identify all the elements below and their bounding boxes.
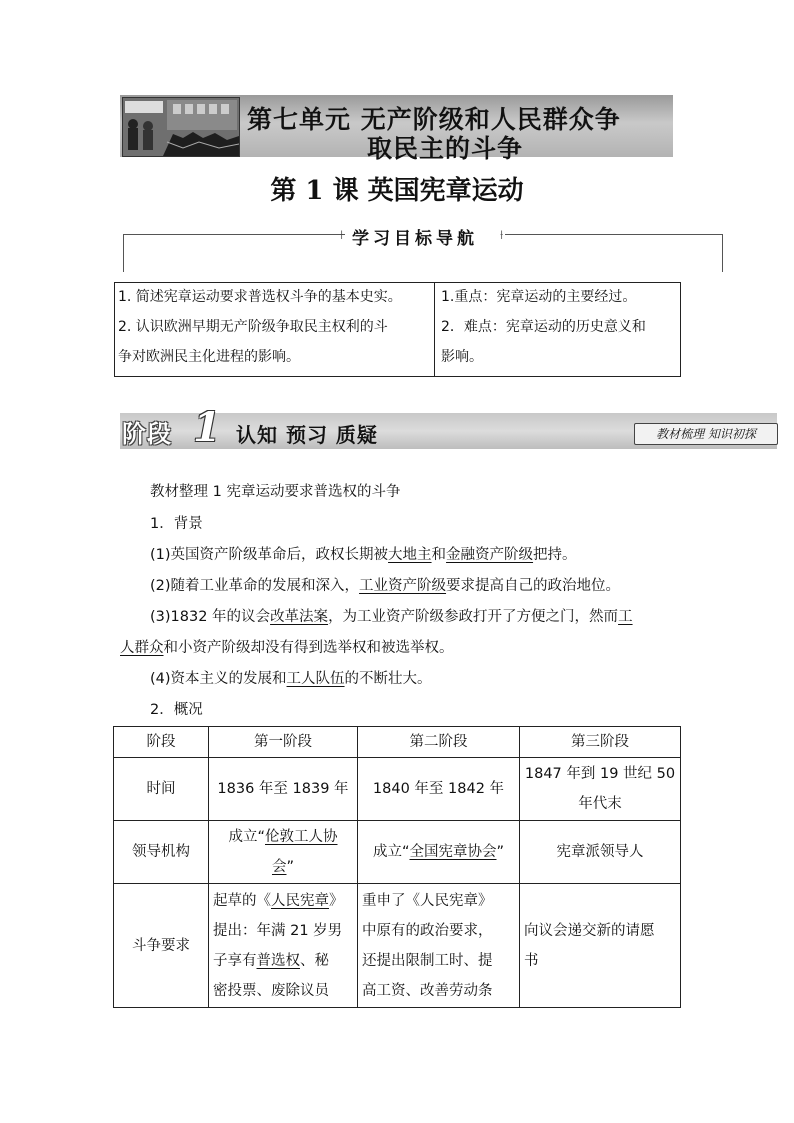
objectives-divider	[434, 282, 435, 377]
table-cell: 宪章派领导人	[520, 821, 681, 884]
table-cell: 1836 年至 1839 年	[209, 758, 358, 821]
row-label: 斗争要求	[114, 884, 209, 1008]
objectives-frame-line	[505, 234, 723, 235]
table-header: 第三阶段	[520, 727, 681, 758]
table-cell: 成立“全国宪章协会”	[358, 821, 520, 884]
objectives-frame-line	[123, 234, 345, 235]
objectives-header-ornament: ⟊	[500, 228, 504, 243]
stage-tag: 教材梳理 知识初探	[634, 423, 778, 445]
objective-line: 1. 简述宪章运动要求普选权斗争的基本史实。	[118, 289, 402, 305]
stage-title: 认知 预习 质疑	[236, 423, 378, 447]
answer-blank: 金融资产阶级	[446, 547, 534, 563]
table-row	[114, 884, 681, 1008]
unit-banner-illustration	[122, 97, 240, 157]
table-cell: 重申了《人民宪章》 中原有的政治要求， 还提出限制工时、提 高工资、改善劳动条	[358, 884, 520, 1008]
table-cell: 起草的《人民宪章》 提出：年满 21 岁男 子享有普选权、秘 密投票、废除议员	[209, 884, 358, 1008]
lesson-title: 第 1 课 英国宪章运动	[270, 176, 524, 206]
table-cell: 向议会递交新的请愿 书	[520, 884, 681, 1008]
background-point-4: (4)资本主义的发展和工人队伍的不断壮大。	[150, 671, 432, 687]
objectives-keypoints	[441, 282, 679, 372]
background-point-2: (2)随着工业革命的发展和深入，工业资产阶级要求提高自己的政治地位。	[150, 578, 621, 594]
answer-blank: 工人队伍	[286, 671, 345, 687]
background-point-3: (3)1832 年的议会改革法案，为工业资产阶级参政打开了方便之门，然而工	[150, 609, 633, 625]
background-heading: 1．背景	[150, 516, 203, 532]
stage-label: 阶段	[122, 419, 172, 448]
background-point-1: (1)英国资产阶级革命后，政权长期被大地主和金融资产阶级把持。	[150, 547, 577, 563]
stage-number: 1	[193, 404, 221, 451]
table-cell: 1840 年至 1842 年	[358, 758, 520, 821]
answer-blank: 会	[271, 859, 287, 875]
answer-blank: 普选权	[256, 952, 300, 969]
answer-blank: 人群众	[120, 640, 164, 656]
row-label: 时间	[114, 758, 209, 821]
section-title: 教材整理 1 宪章运动要求普选权的斗争	[150, 484, 401, 500]
answer-blank: 大地主	[388, 547, 432, 563]
table-header: 阶段	[114, 727, 209, 758]
objective-line: 2. 认识欧洲早期无产阶级争取民主权利的斗	[118, 319, 388, 335]
table-header: 第二阶段	[358, 727, 520, 758]
objective-line: 争对欧洲民主化进程的影响。	[118, 349, 300, 365]
answer-blank: 改革法案	[270, 609, 329, 625]
table-cell: 成立“伦敦工人协 会”	[209, 821, 358, 884]
keypoint-line: 2．难点：宪章运动的历史意义和	[441, 319, 646, 335]
overview-heading: 2．概况	[150, 702, 203, 718]
answer-blank: 伦敦工人协	[265, 829, 338, 845]
answer-blank: 工业资产阶级	[359, 578, 447, 594]
table-cell: 1847 年到 19 世纪 50 年代末	[520, 758, 681, 821]
table-header: 第一阶段	[209, 727, 358, 758]
overview-table	[113, 726, 681, 1008]
objectives-frame-tick	[722, 234, 723, 272]
background-point-3-cont: 人群众和小资产阶级却没有得到选举权和被选举权。	[120, 640, 454, 656]
objectives-frame-tick	[123, 234, 124, 272]
unit-title-line2: 取民主的斗争	[367, 134, 524, 163]
table-row	[114, 758, 681, 821]
answer-blank: 全国宪章协会	[409, 844, 497, 860]
objectives-goals	[118, 282, 434, 372]
objectives-header: 学习目标导航	[352, 229, 478, 249]
answer-blank: 人民宪章	[271, 892, 329, 909]
answer-blank: 工	[618, 609, 633, 625]
keypoint-line: 影响。	[441, 349, 483, 365]
keypoint-line: 1.重点：宪章运动的主要经过。	[441, 289, 637, 305]
table-row	[114, 821, 681, 884]
objectives-header-ornament: ⟊	[340, 228, 344, 243]
table-row	[114, 727, 681, 758]
row-label: 领导机构	[114, 821, 209, 884]
unit-title-line1: 第七单元 无产阶级和人民群众争	[247, 105, 621, 134]
